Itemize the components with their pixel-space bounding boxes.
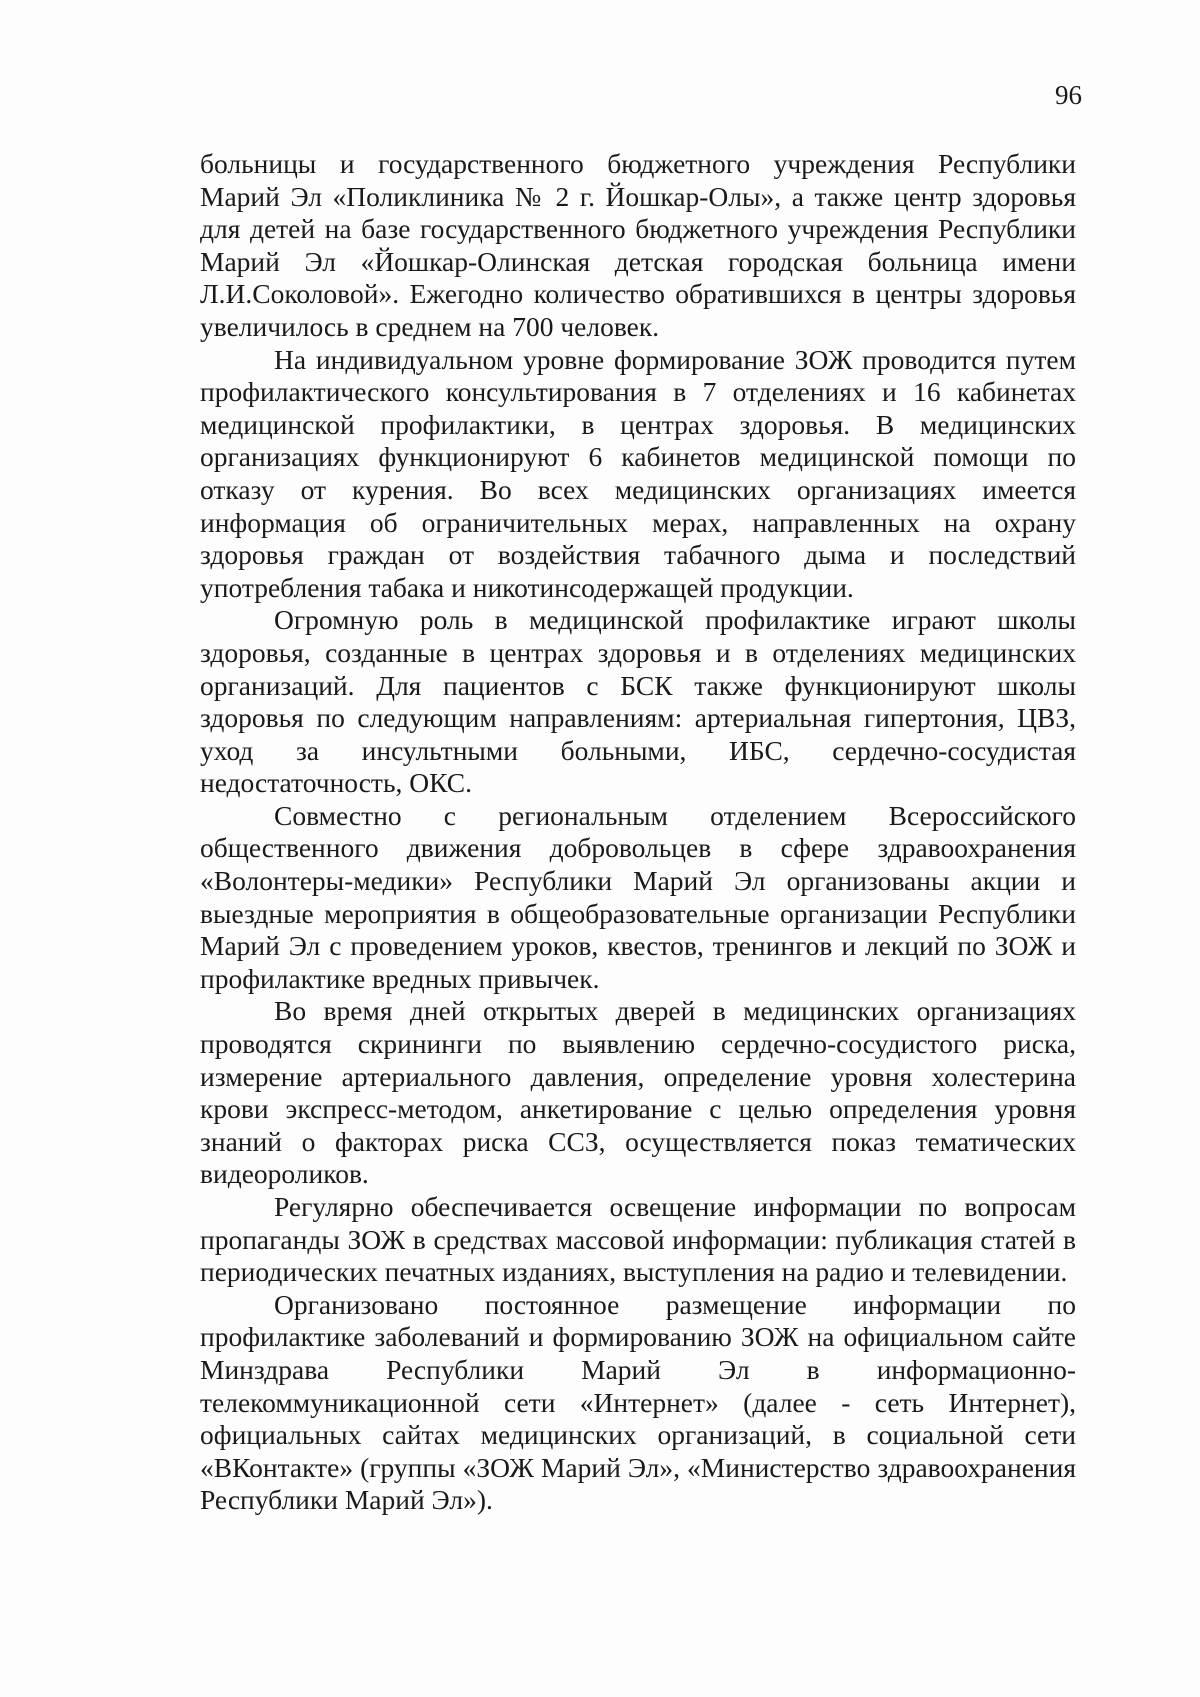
paragraph-7: Организовано постоянное размещение информации по профилактике заболеваний и формированию ЗОЖ на официальном сайте Минздрава Республики Марий Эл в информационно-телекоммуникационной сети «Интернет» (далее - сеть Интернет), официальных сайтах медицинских организаций, в социальной сети «ВКонтакте» (группы «ЗОЖ Марий Эл», «Министерство здравоохранения Республики Марий Эл»). [200,1288,1076,1516]
paragraph-5: Во время дней открытых дверей в медицинских организациях проводятся скрининги по выявлению сердечно-сосудистого риска, измерение артериального давления, определение уровня холестерина крови экспресс-методом, анкетирование с целью определения уровня знаний о факторах риска ССЗ, осуществляется показ тематических видеороликов. [200,995,1076,1190]
body-text [200,148,1076,1517]
paragraph-1: больницы и государственного бюджетного учреждения Республики Марий Эл «Поликлиника № 2 г. Йошкар-Олы», а также центр здоровья для детей на базе государственного бюджетного учреждения Республики Марий Эл «Йошкар-Олинская детская городская больница имени Л.И.Соколовой». Ежегодно количество обратившихся в центры здоровья увеличилось в среднем на 700 человек. [200,148,1076,342]
page-number: 96 [1055,80,1082,110]
paragraph-6: Регулярно обеспечивается освещение информации по вопросам пропаганды ЗОЖ в средствах массовой информации: публикация статей в периодических печатных изданиях, выступления на радио и телевидении. [200,1191,1076,1288]
paragraph-4: Совместно с региональным отделением Всероссийского общественного движения добровольцев в сфере здравоохранения «Волонтеры-медики» Республики Марий Эл организованы акции и выездные мероприятия в общеобразовательные организации Республики Марий Эл с проведением уроков, квестов, тренингов и лекций по ЗОЖ и профилактике вредных привычек. [200,799,1076,994]
paragraph-2: На индивидуальном уровне формирование ЗОЖ проводится путем профилактического консультирования в 7 отделениях и 16 кабинетах медицинской профилактики, в центрах здоровья. В медицинских организациях функционируют 6 кабинетов медицинской помощи по отказу от курения. Во всех медицинских организациях имеется информация об ограничительных мерах, направленных на охрану здоровья граждан от воздействия табачного дыма и последствий употребления табака и никотинсодержащей продукции. [200,343,1076,603]
paragraph-3: Огромную роль в медицинской профилактике играют школы здоровья, созданные в центрах здоровья и в отделениях медицинских организаций. Для пациентов с БСК также функционируют школы здоровья по следующим направлениям: артериальная гипертония, ЦВЗ, уход за инсультными больными, ИБС, сердечно-сосудистая недостаточность, ОКС. [200,604,1076,799]
